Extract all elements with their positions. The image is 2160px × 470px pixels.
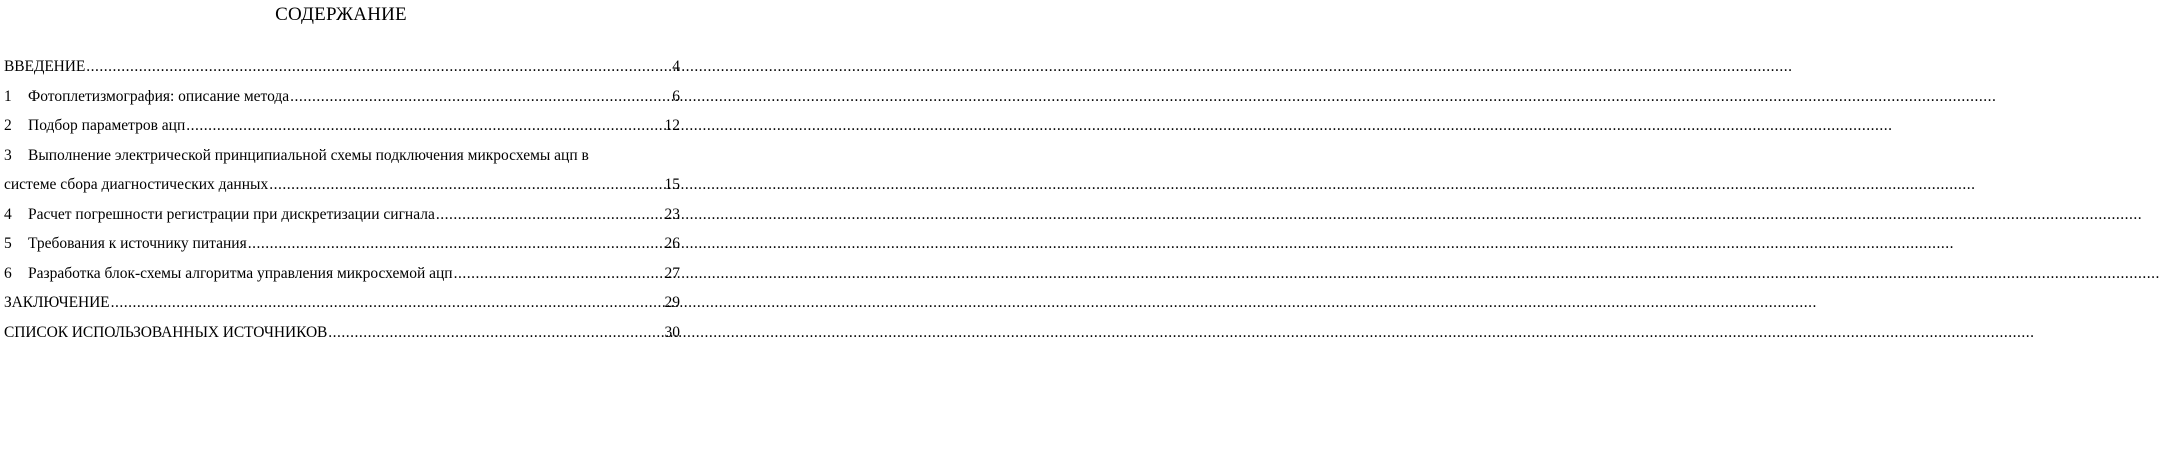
toc-entry-label: Расчет погрешности регистрации при дискретизации сигнала — [28, 205, 435, 223]
toc-entry-label-line-1: Выполнение электрической принципиальной схемы подключения микросхемы ацп в — [28, 146, 589, 164]
toc-entry-label-line-2: системе сбора диагностических данных — [4, 176, 269, 193]
toc-entry-page-number: 15 — [664, 176, 680, 193]
dot-leader — [186, 115, 663, 137]
toc-entry-page-number: 26 — [664, 235, 680, 252]
toc-entry-section-4[interactable] — [4, 204, 680, 234]
toc-entry-section-2[interactable] — [4, 115, 680, 145]
dot-leader — [454, 263, 664, 285]
toc-entry-number: 2 — [4, 117, 12, 134]
dot-leader — [111, 292, 664, 314]
toc-entry-label: Фотоплетизмография: описание метода — [28, 87, 290, 105]
toc-entry-number: 1 — [4, 87, 12, 105]
toc-entry-page-number: 23 — [664, 205, 680, 223]
toc-entry-section-5[interactable] — [4, 233, 680, 263]
toc-entry-references[interactable] — [4, 322, 680, 352]
toc-entry-page-number: 6 — [672, 87, 680, 105]
page-title: СОДЕРЖАНИЕ — [275, 4, 407, 25]
toc-entry-section-1[interactable] — [4, 86, 680, 116]
dot-leader — [290, 86, 671, 108]
toc-entry-page-number: 12 — [664, 117, 680, 134]
dot-leader — [436, 204, 664, 226]
toc-entry-label: ЗАКЛЮЧЕНИЕ — [4, 294, 110, 311]
toc-entry-number: 6 — [4, 264, 12, 282]
dot-leader — [328, 322, 663, 344]
table-of-contents — [4, 56, 680, 351]
toc-entry-page-number: 29 — [664, 294, 680, 311]
toc-entry-page-number: 30 — [664, 323, 680, 341]
document-page — [0, 0, 682, 470]
toc-entry-label: СПИСОК ИСПОЛЬЗОВАННЫХ ИСТОЧНИКОВ — [4, 323, 328, 341]
toc-entry-label: ВВЕДЕНИЕ — [4, 58, 86, 75]
toc-entry-page-number: 4 — [672, 58, 680, 75]
dot-leader — [248, 233, 664, 255]
toc-entry-page-number: 27 — [664, 264, 680, 282]
toc-entry-number: 5 — [4, 235, 12, 252]
toc-entry-number: 3 — [4, 146, 12, 164]
toc-entry-number: 4 — [4, 205, 12, 223]
toc-entry-conclusion[interactable] — [4, 292, 680, 322]
toc-entry-label: Разработка блок-схемы алгоритма управления микросхемой ацп — [28, 264, 453, 282]
toc-entry-label: Подбор параметров ацп — [28, 117, 186, 134]
dot-leader — [86, 56, 671, 78]
toc-entry-section-3-continuation[interactable] — [4, 174, 680, 204]
toc-entry-label: Требования к источнику питания — [28, 235, 247, 252]
toc-entry-introduction[interactable] — [4, 56, 680, 86]
toc-entry-section-6[interactable] — [4, 263, 680, 293]
dot-leader — [269, 174, 663, 196]
toc-entry-section-3[interactable] — [4, 145, 680, 175]
